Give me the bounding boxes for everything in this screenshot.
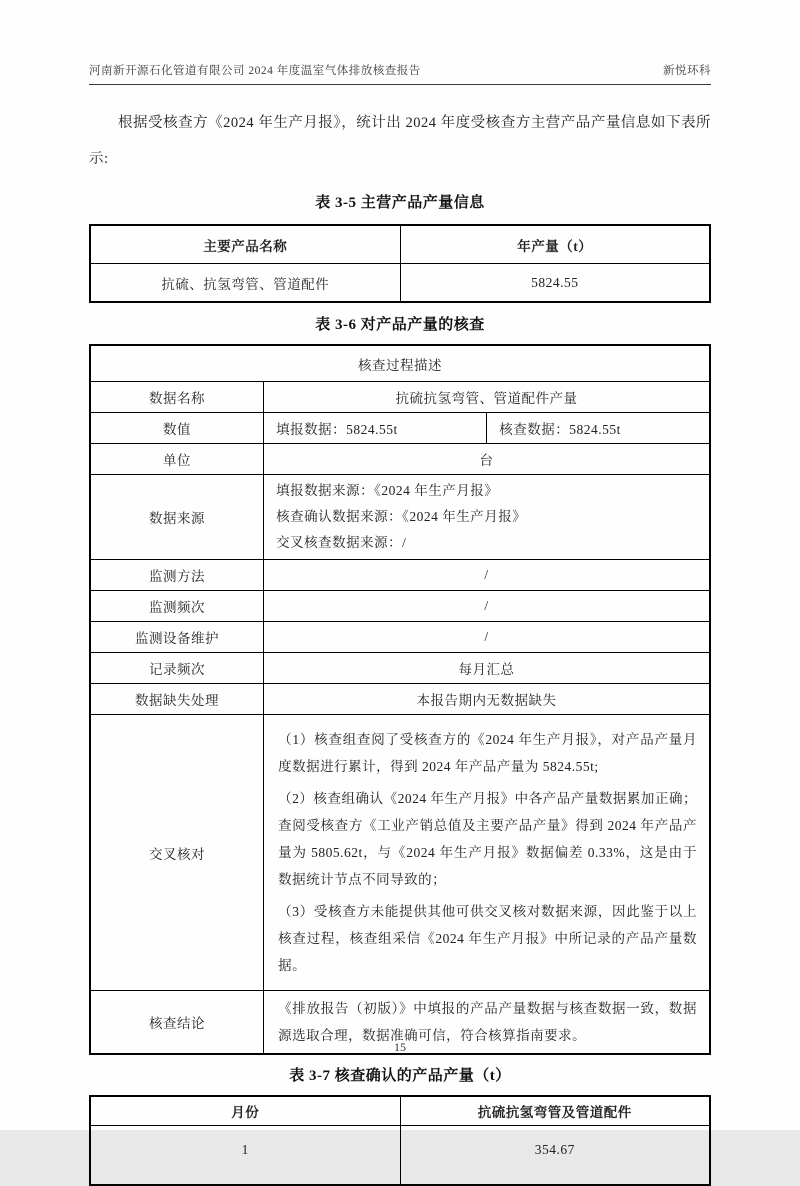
column-header-product: 抗硫抗氢弯管及管道配件 [400, 1096, 710, 1126]
label-monitoring-frequency: 监测频次 [90, 591, 264, 622]
label-conclusion: 核查结论 [90, 991, 264, 1055]
table-row [90, 1096, 710, 1126]
table-3-5-caption: 表 3-5 主营产品产量信息 [315, 195, 485, 211]
table-3-7 [89, 1095, 711, 1186]
cell-missing-data-handling: 本报告期内无数据缺失 [264, 684, 710, 715]
cell-verified-value: 核查数据：5824.55t [487, 413, 710, 444]
header-report-title: 河南新开源石化管道有限公司 2024 年度温室气体排放核查报告 [89, 65, 421, 77]
cell-data-source [264, 475, 710, 560]
cross-check-paragraph: （2）核查组确认《2024 年生产月报》中各产品产量数据累加正确；查阅受核查方《工业产销总值及主要产品产量》得到 2024 年产品产量为 5805.62t，与《2024 年生产月报》数据偏差 0.33%，这是由于数据统计节点不同导致的； [278, 791, 697, 887]
label-unit: 单位 [90, 444, 264, 475]
label-record-frequency: 记录频次 [90, 653, 264, 684]
table-row [90, 1126, 710, 1186]
table-row [90, 684, 710, 715]
label-data-source: 数据来源 [90, 475, 264, 560]
table-row [90, 225, 710, 264]
label-value: 数值 [90, 413, 264, 444]
page-header [89, 0, 711, 85]
label-missing-data-handling: 数据缺失处理 [90, 684, 264, 715]
table-3-6 [89, 344, 711, 1055]
data-source-line: 填报数据来源：《2024 年生产月报》 [276, 483, 499, 498]
header-org-name: 新悦环科 [663, 65, 711, 77]
table-3-6-caption: 表 3-6 对产品产量的核查 [315, 317, 485, 333]
table-row [90, 345, 710, 382]
cell-data-name: 抗硫抗氢弯管、管道配件产量 [264, 382, 710, 413]
column-header-month: 月份 [90, 1096, 400, 1126]
cross-check-paragraph: （3）受核查方未能提供其他可供交叉核对数据来源，因此鉴于以上核查过程，核查组采信《2024 年生产月报》中所记录的产品产量数据。 [278, 904, 697, 973]
label-monitoring-method: 监测方法 [90, 560, 264, 591]
table-row [90, 413, 710, 444]
table-3-7-caption: 表 3-7 核查确认的产品产量（t） [289, 1068, 511, 1084]
cell-reported-value: 填报数据：5824.55t [264, 413, 487, 444]
table-row [90, 715, 710, 991]
table-row [90, 622, 710, 653]
table-3-5 [89, 224, 711, 303]
cell-monitoring-method: / [264, 560, 710, 591]
cell-output: 354.67 [400, 1126, 710, 1186]
cross-check-paragraph: （1）核查组查阅了受核查方的《2024 年生产月报》，对产品产量月度数据进行累计，得到 2024 年产品产量为 5824.55t; [278, 732, 697, 774]
page-number: 15 [394, 1040, 406, 1054]
table-row [90, 475, 710, 560]
column-header-product-name: 主要产品名称 [90, 225, 400, 264]
data-source-line: 交叉核查数据来源：/ [276, 535, 407, 550]
cell-month: 1 [90, 1126, 400, 1186]
cell-annual-output: 5824.55 [400, 264, 710, 303]
intro-paragraph: 根据受核查方《2024 年生产月报》，统计出 2024 年度受核查方主营产品产量信息如下表所示: [89, 115, 711, 167]
cell-product-name: 抗硫、抗氢弯管、管道配件 [90, 264, 400, 303]
label-equipment-maintenance: 监测设备维护 [90, 622, 264, 653]
cell-record-frequency: 每月汇总 [264, 653, 710, 684]
table-row [90, 444, 710, 475]
cell-conclusion: 《排放报告（初版）》中填报的产品产量数据与核查数据一致，数据源选取合理，数据准确可信，符合核算指南要求。 [264, 991, 710, 1055]
table-row [90, 264, 710, 303]
label-data-name: 数据名称 [90, 382, 264, 413]
label-cross-check: 交叉核对 [90, 715, 264, 991]
cell-equipment-maintenance: / [264, 622, 710, 653]
table-row [90, 591, 710, 622]
cell-cross-check [264, 715, 710, 991]
section-header-verification-process: 核查过程描述 [90, 345, 710, 382]
table-row [90, 382, 710, 413]
data-source-line: 核查确认数据来源：《2024 年生产月报》 [276, 509, 527, 524]
table-row [90, 560, 710, 591]
cell-unit: 台 [264, 444, 710, 475]
column-header-annual-output: 年产量（t） [400, 225, 710, 264]
table-row [90, 653, 710, 684]
cell-monitoring-frequency: / [264, 591, 710, 622]
